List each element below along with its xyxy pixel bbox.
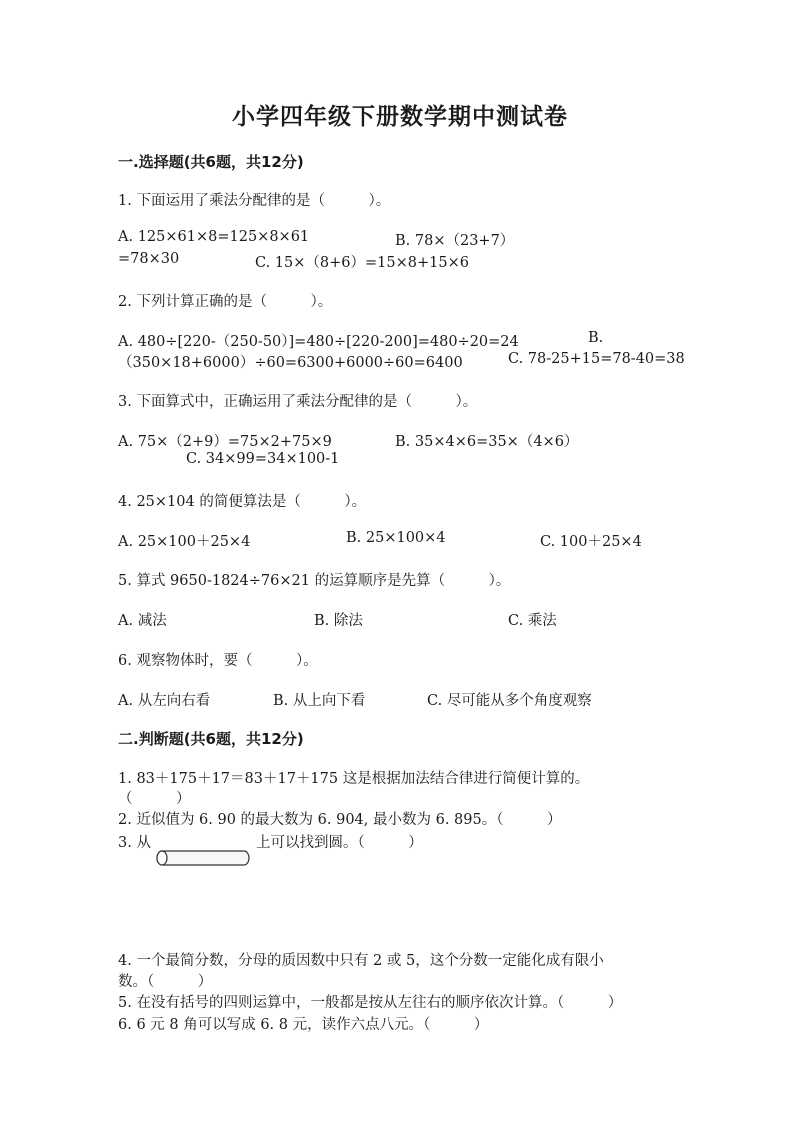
question-2-option-a: A. 480÷[220-（250-50）]=480÷[220-200]=480÷20=24: [118, 334, 519, 350]
question-1-option-b-cont: =78×30: [118, 251, 180, 267]
question-3-option-b: B. 35×4×6=35×（4×6）: [395, 434, 579, 450]
question-6-option-c: C. 尽可能从多个角度观察: [427, 693, 592, 709]
question-1-stem: 1. 下面运用了乘法分配律的是（ ）。: [118, 193, 391, 209]
question-4-stem: 4. 25×104 的简便算法是（ ）。: [118, 494, 367, 510]
question-2-option-c: C. 78-25+15=78-40=38: [508, 351, 685, 367]
judgment-1-paren: （ ）: [118, 791, 191, 807]
question-1-option-a: A. 125×61×8=125×8×61: [118, 229, 310, 245]
question-4-option-a: A. 25×100＋25×4: [118, 534, 251, 550]
judgment-1: 1. 83＋175＋17＝83＋17＋175 这是根据加法结合律进行简便计算的。: [118, 771, 590, 787]
question-4-option-b: B. 25×100×4: [346, 530, 446, 546]
question-3-option-c: C. 34×99=34×100-1: [186, 451, 340, 467]
question-2-stem: 2. 下列计算正确的是（ ）。: [118, 294, 333, 310]
question-6-option-b: B. 从上向下看: [273, 693, 366, 709]
question-5-option-a: A. 减法: [118, 613, 167, 629]
question-4-option-c: C. 100＋25×4: [540, 534, 642, 550]
question-3-stem: 3. 下面算式中，正确运用了乘法分配律的是（ ）。: [118, 394, 478, 410]
question-6-option-a: A. 从左向右看: [118, 693, 211, 709]
judgment-2: 2. 近似值为 6. 90 的最大数为 6. 904, 最小数为 6. 895。（ ）: [118, 812, 562, 828]
question-1-option-c: C. 15×（8+6）=15×8+15×6: [255, 255, 469, 271]
page-title: 小学四年级下册数学期中测试卷: [232, 104, 568, 130]
question-6-stem: 6. 观察物体时，要（ ）。: [118, 653, 318, 669]
question-5-stem: 5. 算式 9650-1824÷76×21 的运算顺序是先算（ ）。: [118, 573, 511, 589]
cylinder-figure: [156, 850, 250, 866]
question-5-option-c: C. 乘法: [508, 613, 557, 629]
judgment-4: 4. 一个最简分数，分母的质因数中只有 2 或 5，这个分数一定能化成有限小: [118, 953, 604, 969]
judgment-4-cont: 数。（ ）: [118, 974, 213, 990]
judgment-3-end: 上可以找到圆。（ ）: [256, 835, 423, 851]
judgment-3-start: 3. 从: [118, 835, 151, 851]
question-3-option-a: A. 75×（2+9）=75×2+75×9: [118, 434, 332, 450]
question-2-option-b: B.: [588, 330, 604, 346]
question-1-option-b: B. 78×（23+7）: [395, 233, 515, 249]
section-heading-judgment: 二.判断题(共6题，共12分): [118, 730, 304, 748]
question-5-option-b: B. 除法: [314, 613, 363, 629]
section-heading-choice: 一.选择题(共6题，共12分): [118, 153, 304, 171]
question-2-option-b-cont: （350×18+6000）÷60=6300+6000÷60=6400: [118, 355, 463, 371]
judgment-6: 6. 6 元 8 角可以写成 6. 8 元，读作六点八元。（ ）: [118, 1017, 489, 1033]
judgment-5: 5. 在没有括号的四则运算中，一般都是按从左往右的顺序依次计算。（ ）: [118, 995, 623, 1011]
